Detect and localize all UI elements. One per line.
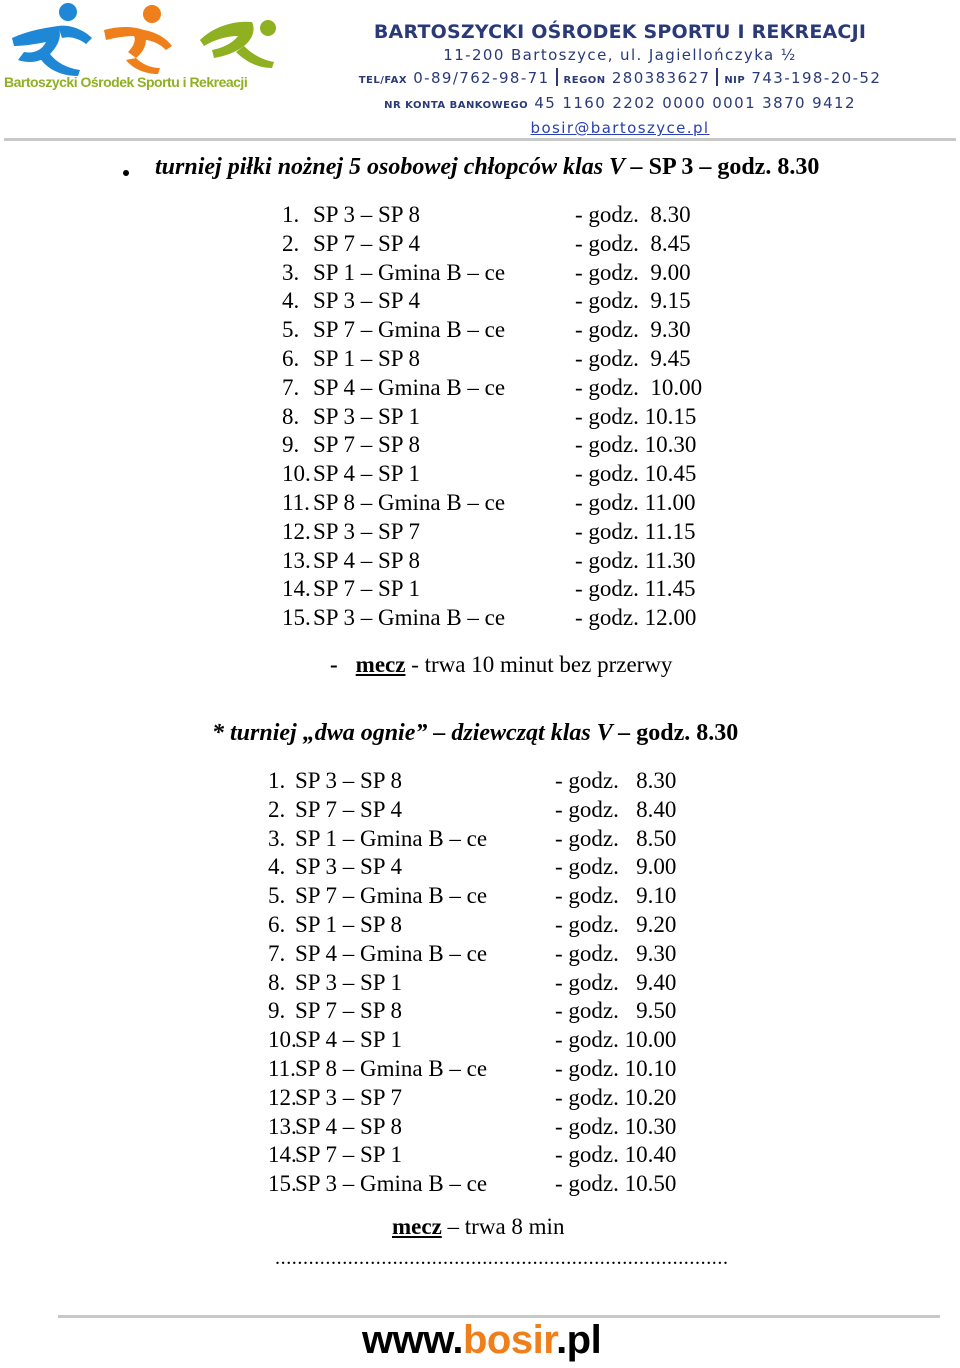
- note-keyword: mecz: [355, 652, 406, 677]
- match-time: - godz. 10.00: [555, 1027, 677, 1053]
- separator: [556, 68, 558, 86]
- match-number: 4.: [282, 288, 300, 314]
- match-number: 6.: [282, 346, 300, 371]
- note-keyword: mecz: [392, 1214, 442, 1239]
- match-number: 9.: [282, 432, 300, 458]
- match-number: 1.: [268, 768, 286, 793]
- match-time: - godz. 11.45: [575, 576, 696, 602]
- note-text: – trwa 8 min: [441, 1214, 565, 1239]
- separator: [716, 68, 718, 86]
- footer-url-domain: bosir: [462, 1318, 557, 1362]
- match-teams: SP 4 – SP 8: [313, 547, 420, 573]
- section2-subtitle: godz. 8.30: [636, 720, 739, 746]
- match-number: 14.: [282, 576, 311, 602]
- match-number: 11.: [282, 490, 310, 515]
- match-teams: SP 7 – SP 4: [295, 796, 402, 822]
- match-time: - godz. 9.50: [555, 998, 677, 1024]
- match-teams: SP 3 – SP 8: [295, 768, 402, 793]
- match-number: 10.: [268, 1027, 297, 1053]
- match-number: 2.: [268, 796, 286, 822]
- match-time: - godz. 8.50: [555, 825, 677, 851]
- match-time: - godz. 10.30: [575, 432, 697, 458]
- match-teams: SP 1 – Gmina B – ce: [295, 825, 488, 851]
- match-number: 12.: [282, 518, 311, 544]
- match-time: - godz. 12.00: [575, 605, 697, 631]
- match-teams: SP 7 – SP 1: [313, 576, 420, 602]
- tel-value: 0-89/762-98-71: [413, 69, 550, 87]
- match-number: 3.: [268, 825, 286, 851]
- match-number: 14.: [268, 1142, 297, 1168]
- match-time: - godz. 9.00: [555, 854, 677, 880]
- match-time: - godz. 9.10: [555, 883, 677, 909]
- match-time: - godz. 10.40: [555, 1142, 677, 1168]
- match-teams: SP 1 – SP 8: [313, 346, 420, 371]
- match-teams: SP 4 – Gmina B – ce: [313, 374, 506, 400]
- match-number: 10.: [282, 461, 311, 487]
- match-time: - godz. 9.45: [575, 346, 691, 371]
- match-number: 8.: [268, 969, 286, 995]
- match-time: - godz. 9.40: [555, 969, 677, 995]
- match-time: - godz. 11.30: [575, 547, 696, 573]
- match-number: 5.: [282, 317, 300, 343]
- match-time: - godz. 8.30: [555, 768, 677, 793]
- match-teams: SP 3 – SP 8: [313, 202, 420, 227]
- match-time: - godz. 10.50: [555, 1171, 677, 1197]
- match-teams: SP 3 – SP 7: [313, 518, 420, 544]
- match-time: - godz. 9.30: [555, 940, 677, 966]
- match-time: - godz. 11.15: [575, 518, 696, 544]
- match-teams: SP 7 – SP 8: [295, 998, 402, 1024]
- match-teams: SP 7 – Gmina B – ce: [313, 317, 506, 343]
- footer-url-suffix: .pl: [556, 1318, 602, 1362]
- match-teams: SP 7 – SP 4: [313, 230, 420, 256]
- match-number: 15.: [282, 605, 311, 631]
- section1-note: [330, 652, 672, 678]
- match-teams: SP 7 – SP 1: [295, 1142, 402, 1168]
- match-time: - godz. 8.40: [555, 796, 677, 822]
- match-number: 12.: [268, 1084, 297, 1110]
- match-time: - godz. 10.20: [555, 1084, 677, 1110]
- match-number: 7.: [268, 940, 286, 966]
- match-time: - godz. 10.00: [575, 374, 703, 400]
- match-teams: SP 3 – SP 1: [295, 969, 402, 995]
- match-time: - godz. 9.20: [555, 912, 677, 937]
- match-number: 7.: [282, 374, 300, 400]
- match-number: 9.: [268, 998, 286, 1024]
- match-number: 4.: [268, 854, 286, 880]
- match-teams: SP 8 – Gmina B – ce: [295, 1056, 488, 1081]
- match-teams: SP 8 – Gmina B – ce: [313, 490, 506, 515]
- match-teams: SP 1 – SP 8: [295, 912, 402, 937]
- nip-value: 743-198-20-52: [751, 69, 882, 87]
- match-time: - godz. 10.45: [575, 461, 697, 487]
- nip-label: NIP: [724, 75, 746, 86]
- match-teams: SP 3 – SP 4: [313, 288, 420, 314]
- match-teams: SP 4 – SP 8: [295, 1113, 402, 1139]
- match-number: 6.: [268, 912, 286, 937]
- match-teams: SP 7 – Gmina B – ce: [295, 883, 488, 909]
- match-number: 13.: [268, 1113, 297, 1139]
- email-link[interactable]: bosir@bartoszyce.pl: [530, 119, 710, 137]
- bullet-icon: [123, 170, 129, 176]
- section1-subtitle: SP 3 – godz. 8.30: [648, 154, 820, 180]
- match-time: - godz. 10.15: [575, 403, 697, 429]
- organization-header: [300, 20, 940, 140]
- match-teams: SP 4 – Gmina B – ce: [295, 940, 488, 966]
- org-address: 11-200 Bartoszyce, ul. Jagiellończyka ½: [443, 46, 797, 64]
- match-number: 3.: [282, 259, 300, 285]
- match-time: - godz. 9.30: [575, 317, 691, 343]
- org-ids: [300, 67, 940, 92]
- match-time: - godz. 10.10: [555, 1056, 677, 1081]
- match-number: 2.: [282, 230, 300, 256]
- match-time: - godz. 8.30: [575, 202, 691, 227]
- dotted-line: .................................................................................: [275, 1247, 729, 1269]
- regon-value: 280383627: [611, 69, 711, 87]
- match-time: - godz. 11.00: [575, 490, 696, 515]
- match-teams: SP 1 – Gmina B – ce: [313, 259, 506, 285]
- match-number: 5.: [268, 883, 286, 909]
- match-teams: SP 7 – SP 8: [313, 432, 420, 458]
- org-account: [300, 92, 940, 117]
- section1-title: turniej piłki nożnej 5 osobowej chłopców klas V –: [155, 154, 643, 180]
- match-teams: SP 3 – SP 7: [295, 1084, 402, 1110]
- account-label: NR KONTA BANKOWEGO: [384, 100, 529, 111]
- section2-heading: [212, 720, 738, 747]
- match-number: 1.: [282, 202, 300, 227]
- runners-logo-icon: [0, 0, 290, 80]
- match-teams: SP 4 – SP 1: [313, 461, 420, 487]
- match-time: - godz. 10.30: [555, 1113, 677, 1139]
- tel-label: TEL/FAX: [358, 75, 408, 86]
- match-teams: SP 3 – Gmina B – ce: [313, 605, 506, 631]
- match-time: - godz. 9.00: [575, 259, 691, 285]
- match-time: - godz. 9.15: [575, 288, 691, 314]
- logo: [0, 0, 290, 115]
- match-teams: SP 3 – SP 1: [313, 403, 420, 429]
- footer-url[interactable]: [362, 1318, 601, 1363]
- section2-note: [392, 1214, 564, 1240]
- match-number: 11.: [268, 1056, 296, 1081]
- match-teams: SP 3 – Gmina B – ce: [295, 1171, 488, 1197]
- match-number: 8.: [282, 403, 300, 429]
- account-value: 45 1160 2202 0000 0001 3870 9412: [534, 94, 856, 112]
- section2-title: * turniej „dwa ognie” – dziewcząt klas V –: [212, 720, 631, 746]
- footer-url-prefix: www.: [362, 1318, 463, 1362]
- match-teams: SP 3 – SP 4: [295, 854, 402, 880]
- match-time: - godz. 8.45: [575, 230, 691, 256]
- match-teams: SP 4 – SP 1: [295, 1027, 402, 1053]
- regon-label: REGON: [563, 75, 606, 86]
- header-divider: [4, 138, 956, 141]
- logo-text: Bartoszycki Ośrodek Sportu i Rekreacji: [4, 74, 248, 90]
- note-dash: -: [330, 652, 338, 677]
- org-name: BARTOSZYCKI OŚRODEK SPORTU I REKREACJI: [373, 21, 867, 43]
- match-number: 13.: [282, 547, 311, 573]
- match-number: 15.: [268, 1171, 297, 1197]
- note-text: - trwa 10 minut bez przerwy: [405, 652, 673, 677]
- section1-heading: [155, 154, 819, 181]
